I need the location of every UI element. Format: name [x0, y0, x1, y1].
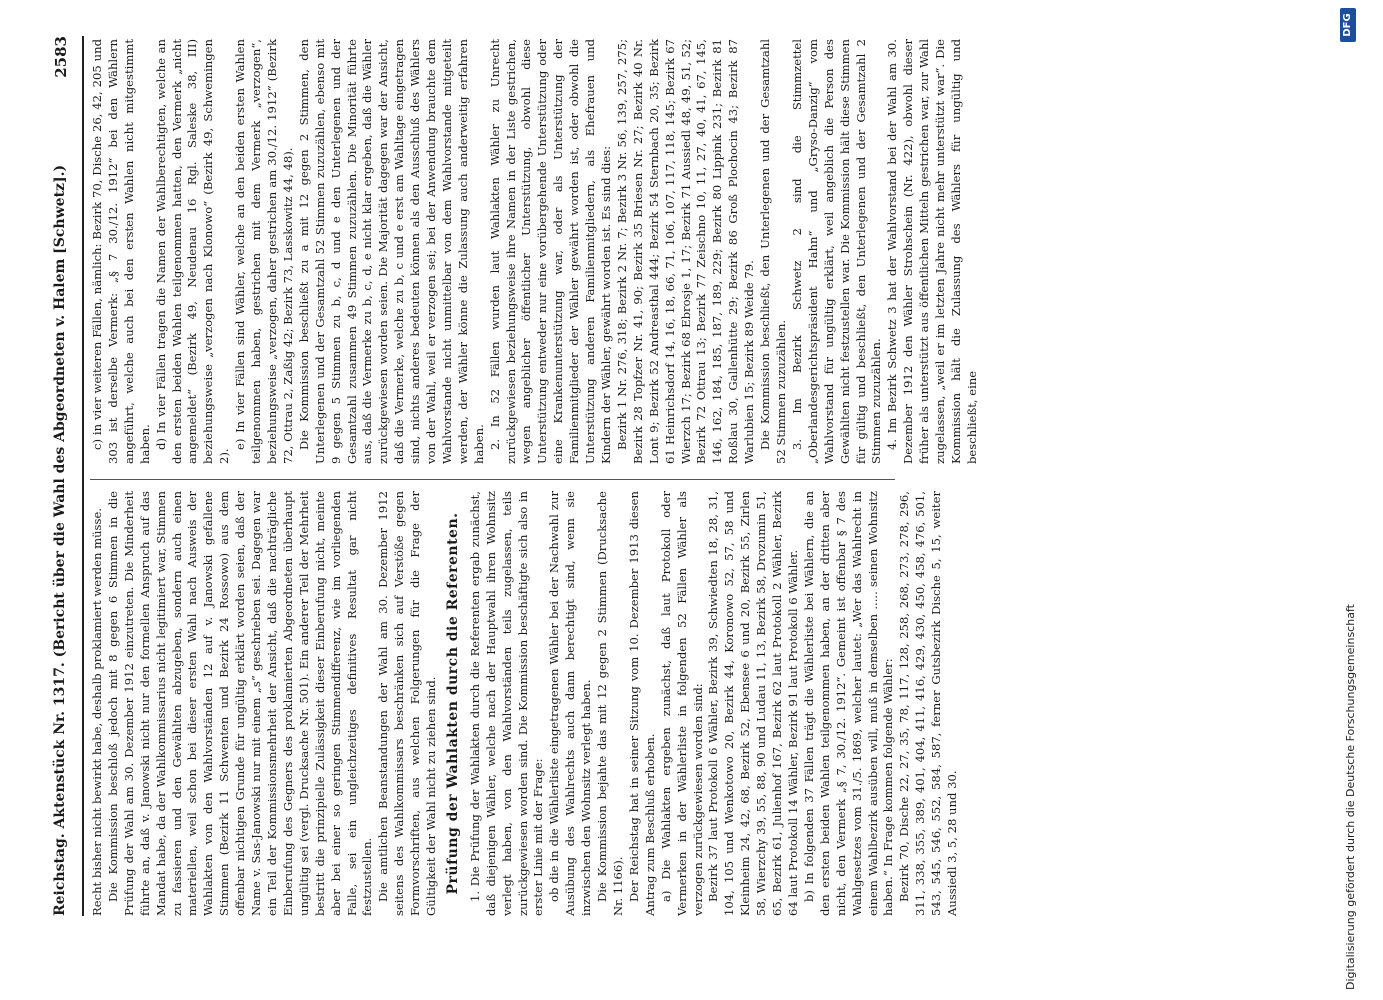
digitization-footer: Digitalisierung gefördert durch die Deutsche Forschungsgemeinschaft — [1344, 604, 1357, 990]
paragraph: 3. Im Bezirk Schwetz 2 sind die Stimmzettel „Oberlandesgerichtspräsident Hahn“ und „Gryso-Danzig“ vom Wahlvorstand für ungültig erklärt, weil angeblich die Person des Gewählten nicht festzustellen war. Die Kommission hält diese Stimmen für gültig und beschließt, den Unterlegenen und der Gesamtzahl 2 Stimmen zuzuzählen. — [789, 39, 884, 464]
paragraph: e) In vier Fällen sind Wähler, welche an den beiden ersten Wahlen teilgenommen haben, gestrichen mit dem Vermerk „verzogen“, beziehungsweise „verzogen, daher gestrichen am 30./12. 1912“ (Bezirk 72, Ottrau 2, Zaßig 42; Bezirk 73, Lasskowitz 44, 48). — [233, 39, 295, 464]
paragraph: 4. Im Bezirk Schwetz 3 hat der Wahlvorstand bei der Wahl am 30. Dezember 1912 den Wähler Strohschein (Nr. 422), obwohl dieser früher als unterstützt aus öffentlichen Mitteln gestrichen war, zur Wahl zugelassen, „weil er im letzten Jahre nicht mehr unterstützt war“. Die Kommission hält die Zulassung des Wählers für ungültig und beschließt, eine — [885, 39, 979, 464]
paragraph: Der Reichstag hat in seiner Sitzung vom 10. Dezember 1913 diesen Antrag zum Beschluß erhoben. — [626, 491, 657, 916]
paragraph: Die amtlichen Beanstandungen der Wahl am 30. Dezember 1912 seitens des Wahlkommissars beschränken sich auf Verstöße gegen Formvorschriften, aus welchen Folgerungen für die Frage der Gültigkeit der Wahl nicht zu ziehen sind. — [376, 491, 439, 916]
dfg-logo: DFG — [1340, 8, 1356, 42]
paragraph: Recht bisher nicht bewirkt habe, deshalb proklamiert werden müsse. — [90, 507, 104, 916]
paragraph: Die Kommission beschließt, den Unterlegenen und der Gesamtzahl 52 Stimmen zuzuzählen. — [758, 39, 788, 464]
page-number: 2583 — [52, 36, 70, 78]
paragraph: Bezirk 37 laut Protokoll 6 Wähler, Bezirk 39, Schwiedten 18, 28, 31, 104, 105 und Wenkotowo 20, Bezirk 44, Koronowo 52, 57, 58 und Kleinheim 24, 42, 68, Bezirk 52, Ebensee 6 und 20, Bezirk 55, Zirlen 58, Wierzchy 39, 55, 88, 90 und Ludau 11, 13, Bezirk 58, Drozumin 51, 65, Bezirk 61, Julienhof 167, Bezirk 62 laut Protokoll 2 Wähler, Bezirk 64 laut Protokoll 14 Wähler, Bezirk 91 laut Protokoll 6 Wähler. — [706, 491, 800, 916]
paragraph: 2. In 52 Fällen wurden laut Wahlakten Wähler zu Unrecht zurückgewiesen beziehungsweise ihre Namen in der Liste gestrichen, wegen angeblicher öffentlicher Unterstützung, obwohl diese Unterstützung entweder nur eine vorübergehende Unterstützung oder eine Krankenunterstützung war, oder als Unterstützung der Familienmitglieder der Wähler gewährt worden ist, oder obwohl die Unterstützung anderen Familienmitgliedern, als Ehefrauen und Kindern der Wähler, gewährt worden ist. Es sind dies: — [487, 39, 613, 464]
page-header — [52, 36, 78, 916]
paragraph: b) In folgenden 37 Fällen trägt die Wählerliste bei Wählern, die an den ersten beiden Wahlen teilgenommen haben, an der dritten aber nicht, den Vermerk „§ 7, 30./12. 1912“. Gemeint ist offenbar § 7 des Wahlgesetzes vom 31./5. 1869, welcher lautet: „Wer das Wahlrecht in einem Wahlbezirk ausüben will, muß in demselben ..... seinen Wohnsitz haben.“ In Frage kommen folgende Wähler: — [801, 491, 896, 916]
paragraph: ob die in die Wählerliste eingetragenen Wähler bei der Nachwahl zur Ausübung des Wahlrechts auch dann berechtigt sind, wenn sie inzwischen den Wohnsitz verlegt haben. — [547, 491, 594, 916]
right-column — [90, 39, 981, 464]
paragraph: Bezirk 70, Dische 22, 27, 35, 78, 117, 128, 258, 268, 273, 278, 296, 311, 338, 355, 389, 401, 404, 411, 416, 429, 430, 450, 458, 476, 501, 543, 545, 546, 552, 584, 587, ferner Gutsbezirk Dische 5, 15, weiter Aussiedl 3, 5, 28 und 30. — [897, 491, 960, 916]
paragraph: Die Kommission beschließt zu a mit 12 gegen 2 Stimmen, den Unterlegenen und der Gesamtzahl 52 Stimmen zuzuzählen, ebenso mit 9 gegen 5 Stimmen zu b, c, d und e den Unterlegenen und der Gesamtzahl zusammen 49 Stimmen zuzuzählen. Die Minorität führte aus, daß die Vermerke zu b, c, d, e nicht klar ergeben, daß die Wähler zurückgewiesen worden seien. Die Majorität dagegen war der Ansicht, daß die Vermerke, welche zu b, c und e erst am Wahltage eingetragen sind, nichts anderes bedeuten können als den Ausschluß des Wählers von der Wahl, weil er verzogen sei; bei der Anwendung brauchte dem Wahlvorstande nicht unmittelbar von dem Wahlvorstande mitgeteilt werden, der Wähler könne die Zulassung auch anderweitig erfahren haben. — [296, 39, 486, 464]
paragraph: d) In vier Fällen tragen die Namen der Wahlberechtigten, welche an den ersten beiden Wahlen teilgenommen hatten, den Vermerk „nicht angemeldet“ (Bezirk 49, Neudenau 16 Rgl. Saleske 38, III) beziehungsweise „verzogen nach Klonowo“ (Bezirk 49, Schwemingen 2). — [153, 39, 232, 464]
header-title: Reichstag. Aktenstück Nr. 1317. (Bericht über die Wahl des Abgeordneten v. Halem [Schwetz].) — [52, 164, 68, 916]
section-heading: Prüfung der Wahlakten durch die Referenten. — [444, 512, 461, 895]
paragraph: c) in vier weiteren Fällen, nämlich: Bezirk 70, Dische 26, 42, 205 und 303 ist derselbe Vermerk: „§ 7 30./12. 1912“ bei den Wählern angeführt, welche auch bei den ersten Wahlen nicht mitgestimmt haben. — [90, 39, 152, 464]
left-column — [90, 491, 961, 916]
paragraph: a) Die Wahlakten ergeben zunächst, daß laut Protokoll oder Vermerken in der Wählerliste in folgenden 52 Fällen Wähler als verzogen zurückgewiesen worden sind: — [658, 491, 705, 916]
paragraph: Die Kommission beschloß jedoch mit 8 gegen 6 Stimmen in die Prüfung der Wahl am 30. Dezember 1912 einzutreten. Die Minderheit führte an, daß v. Janowski nicht nur den formellen Anspruch auf das Mandat habe, da der Wahlkommissarius nicht legitimiert war, Stimmen zu fassieren und den Gewählten abzugeben, sondern auch einen materiellen, weil schon bei dieser ersten Wahl nach Ausweis der Wahlakten von den Wahlvorständen 12 auf v. Janowski gefallene Stimmen (Bezirk 11 Schwenten und Bezirk 24 Rossowo) aus dem offenbar nichtigen Grunde für ungültig erklärt worden seien, daß der Name v. Sas-Janowski nur mit einem „s“ geschrieben sei. Dagegen war ein Teil der Kommissionsmehrheit der Ansicht, daß die nachträgliche Einberufung des Gegners des proklamierten Abgeordneten überhaupt ungültig sei (vergl. Drucksache Nr. 501). Ein anderer Teil der Mehrheit bestritt die prinzipielle Zulässigkeit dieser Einberufung nicht, meinte aber bei einer so geringen Stimmendifferenz, wie im vorliegenden Falle, sei ein ungleichzeitiges definitives Resultat gar nicht festzustellen. — [105, 491, 375, 916]
header-rule — [82, 36, 84, 916]
paragraph: 1. Die Prüfung der Wahlakten durch die Referenten ergab zunächst, daß diejenigen Wähler, welche nach der Hauptwahl ihren Wohnsitz verlegt haben, von den Wahlvorständen teils zugelassen, teils zurückgewiesen worden sind. Die Kommission beschäftigte sich also in erster Linie mit der Frage: — [467, 491, 546, 916]
paragraph: Die Kommission bejahte das mit 12 gegen 2 Stimmen (Drucksache Nr. 1166). — [595, 491, 625, 916]
column-separator — [90, 479, 895, 480]
paragraph: Bezirk 1 Nr. 276, 318; Bezirk 2 Nr. 7; Bezirk 3 Nr. 56, 139, 257, 275; Bezirk 28 Topfzer Nr. 41, 90; Bezirk 35 Briesen Nr. 27; Bezirk 40 Nr. Lont 9; Bezirk 52 Andreasthal 444; Bezirk 54 Sternbach 20, 35; Bezirk 61 Heinrichsdorf 14, 16, 18, 66, 71, 106, 107, 117, 118, 145; Bezirk 67 Wierzch 17; Bezirk 68 Ebrosje 1, 17; Bezirk 71 Aussiedl 48, 49, 51, 52; Bezirk 72 Ottrau 13; Bezirk 77 Zeischno 10, 11, 27, 40, 41, 67, 145, 146, 162, 184, 185, 187, 189, 229; Bezirk 80 Lippink 231; Bezirk 81 Roßlau 30, Gallenhütte 29; Bezirk 86 Groß Plochocin 43; Bezirk 87 Warlubien 15; Bezirk 89 Weide 79. — [614, 39, 757, 464]
